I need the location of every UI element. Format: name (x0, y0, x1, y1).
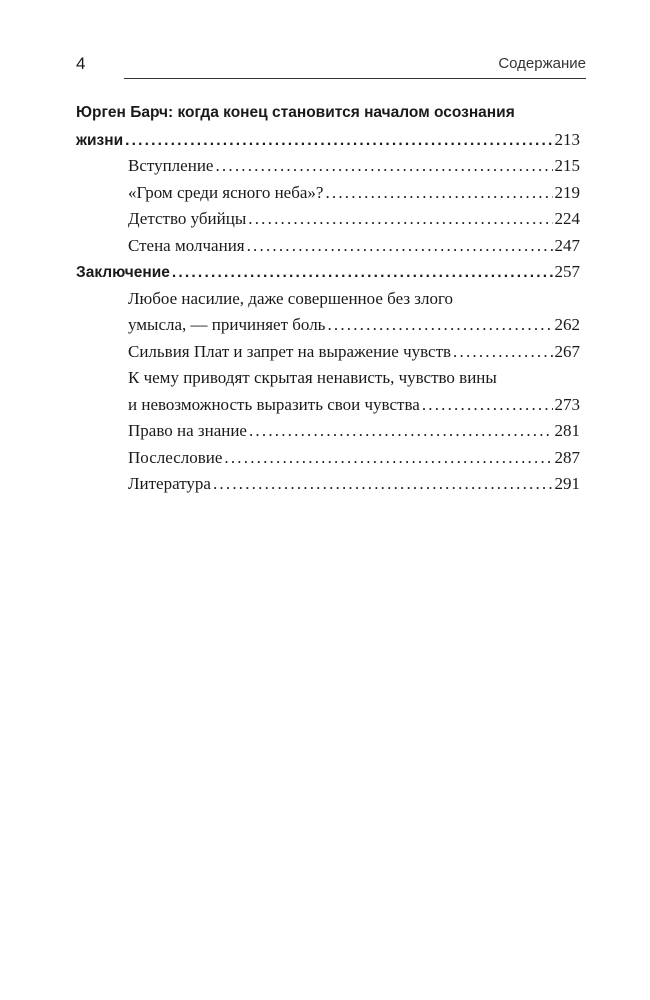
dot-leader (453, 339, 552, 366)
dot-leader (215, 153, 552, 180)
toc-page-number: 281 (554, 421, 580, 440)
toc-entry (76, 365, 580, 418)
header-rule (124, 78, 586, 79)
dot-leader (422, 392, 553, 419)
toc-entry (76, 471, 580, 498)
toc-line (76, 206, 580, 233)
dot-leader (327, 312, 552, 339)
toc-entry (76, 180, 580, 207)
toc-entry-title: Детство убийцы (128, 209, 247, 228)
toc-line (76, 312, 580, 339)
dot-leader (248, 206, 552, 233)
toc-entry (76, 153, 580, 180)
toc-entry-title: Право на знание (128, 421, 247, 440)
toc-section (76, 259, 580, 286)
toc-page-number: 267 (554, 341, 580, 361)
toc-entry-title: Стена молчания (128, 235, 245, 255)
toc-entry-title: жизни (76, 131, 124, 149)
toc-entry-title: и невозможность выразить свои чувства (128, 394, 420, 414)
toc-page-number: 215 (554, 156, 580, 175)
toc-page-number: 219 (554, 182, 580, 202)
toc-entry (76, 233, 580, 260)
page-header (76, 54, 586, 80)
toc-entry-title: умысла, — причиняет боль (128, 315, 326, 334)
toc-line (76, 233, 580, 260)
toc-entry-title: К чему приводят скрытая ненависть, чувство вины (128, 368, 497, 387)
page-number: 4 (76, 54, 86, 73)
toc-line (76, 339, 580, 366)
dot-leader (125, 128, 552, 155)
toc-entry-title: Любое насилие, даже совершенное без злого (128, 288, 454, 308)
dot-leader (213, 471, 553, 498)
toc-entry-title: Литература (128, 474, 211, 493)
toc-page-number: 287 (554, 447, 580, 467)
toc-page-number: 213 (554, 129, 580, 149)
toc-entry-title: Заключение (76, 264, 170, 281)
dot-leader (224, 445, 552, 472)
toc-line (76, 180, 580, 207)
toc-entry-title: «Гром среди ясного неба»? (128, 182, 324, 202)
dot-leader (172, 260, 553, 287)
toc-page-number: 247 (554, 235, 580, 255)
toc-entry-title: Вступление (128, 156, 214, 175)
toc-page-number: 262 (554, 315, 580, 334)
toc-line (76, 100, 580, 127)
toc-page-number: 273 (554, 394, 580, 414)
toc-line (76, 286, 580, 313)
toc-entry-title: Послесловие (128, 447, 223, 467)
toc-line (76, 418, 580, 445)
table-of-contents (76, 100, 580, 498)
toc-page-number: 224 (554, 209, 580, 228)
toc-line (76, 445, 580, 472)
dot-leader (247, 233, 553, 260)
toc-line (76, 259, 580, 286)
toc-line (76, 153, 580, 180)
toc-line (76, 127, 580, 154)
toc-entry (76, 286, 580, 339)
toc-entry (76, 339, 580, 366)
toc-page-number: 291 (554, 474, 580, 493)
toc-page-number: 257 (554, 262, 580, 281)
toc-line (76, 392, 580, 419)
toc-entry-title: Юрген Барч: когда конец становится началом осознания (76, 104, 515, 121)
dot-leader (325, 180, 552, 207)
toc-line (76, 365, 580, 392)
toc-entry (76, 206, 580, 233)
toc-entry-title: Сильвия Плат и запрет на выражение чувств (128, 341, 452, 361)
running-title: Содержание (498, 55, 586, 72)
dot-leader (249, 418, 553, 445)
toc-line (76, 471, 580, 498)
toc-section (76, 100, 580, 153)
toc-entry (76, 445, 580, 472)
toc-entry (76, 418, 580, 445)
